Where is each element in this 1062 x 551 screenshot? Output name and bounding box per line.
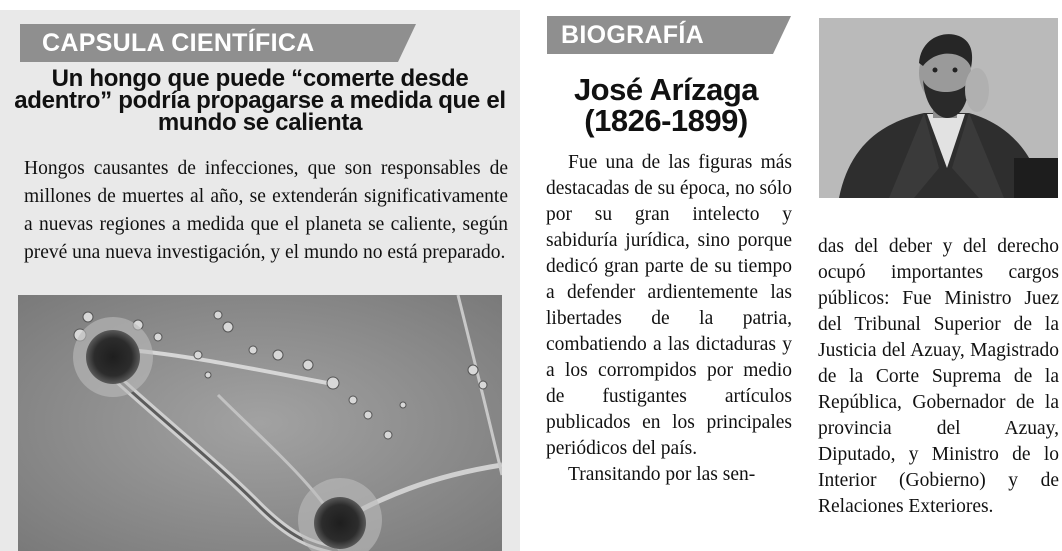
microscope-fungus-image [18, 295, 502, 551]
biografia-paragraph-3: das del deber y del derecho ocupó importantes cargos públicos: Fue Ministro Juez del Tribunal Superior de la Justicia del Azuay, Magistrado de la Corte Suprema de la República, Gobernador de la provincia del Azuay, Diputado, y Ministro de lo Interior (Gobierno) y de Relaciones Exteriores. [818, 236, 1059, 517]
biografia-years: (1826-1899) [584, 103, 748, 138]
biografia-name: José Arízaga [573, 72, 759, 107]
capsula-section-label: CAPSULA CIENTÍFICA [20, 24, 398, 62]
capsula-cientifica-box [0, 10, 520, 551]
biografia-column-1 [546, 150, 792, 488]
biografia-title [540, 74, 792, 136]
biografia-section-label: BIOGRAFÍA [547, 16, 773, 54]
portrait-photo [819, 18, 1058, 198]
biografia-paragraph-1: Fue una de las figuras más destacadas de su época, no sólo por su gran intelecto y sabiduría jurídica, sino porque dedicó gran parte de su tiempo a defender ardientemente las libertades de la patria, combatiendo a las dictaduras y a los corrompidos por medio de fustigantes artículos publicados en los principales periódicos del país. [546, 152, 792, 459]
capsula-headline: Un hongo que puede “comerte desde adentro” podría propagarse a medida que el mundo se calienta [14, 65, 506, 136]
capsula-body: Hongos causantes de infecciones, que son responsables de millones de muertes al año, se extenderán significativamente a nuevas regiones a medida que el planeta se caliente, según prevé una nueva investigación, y el mundo no está preparado. [24, 158, 508, 263]
biografia-column-2 [818, 234, 1059, 520]
biografia-paragraph-2: Transitando por las sen- [568, 464, 756, 485]
